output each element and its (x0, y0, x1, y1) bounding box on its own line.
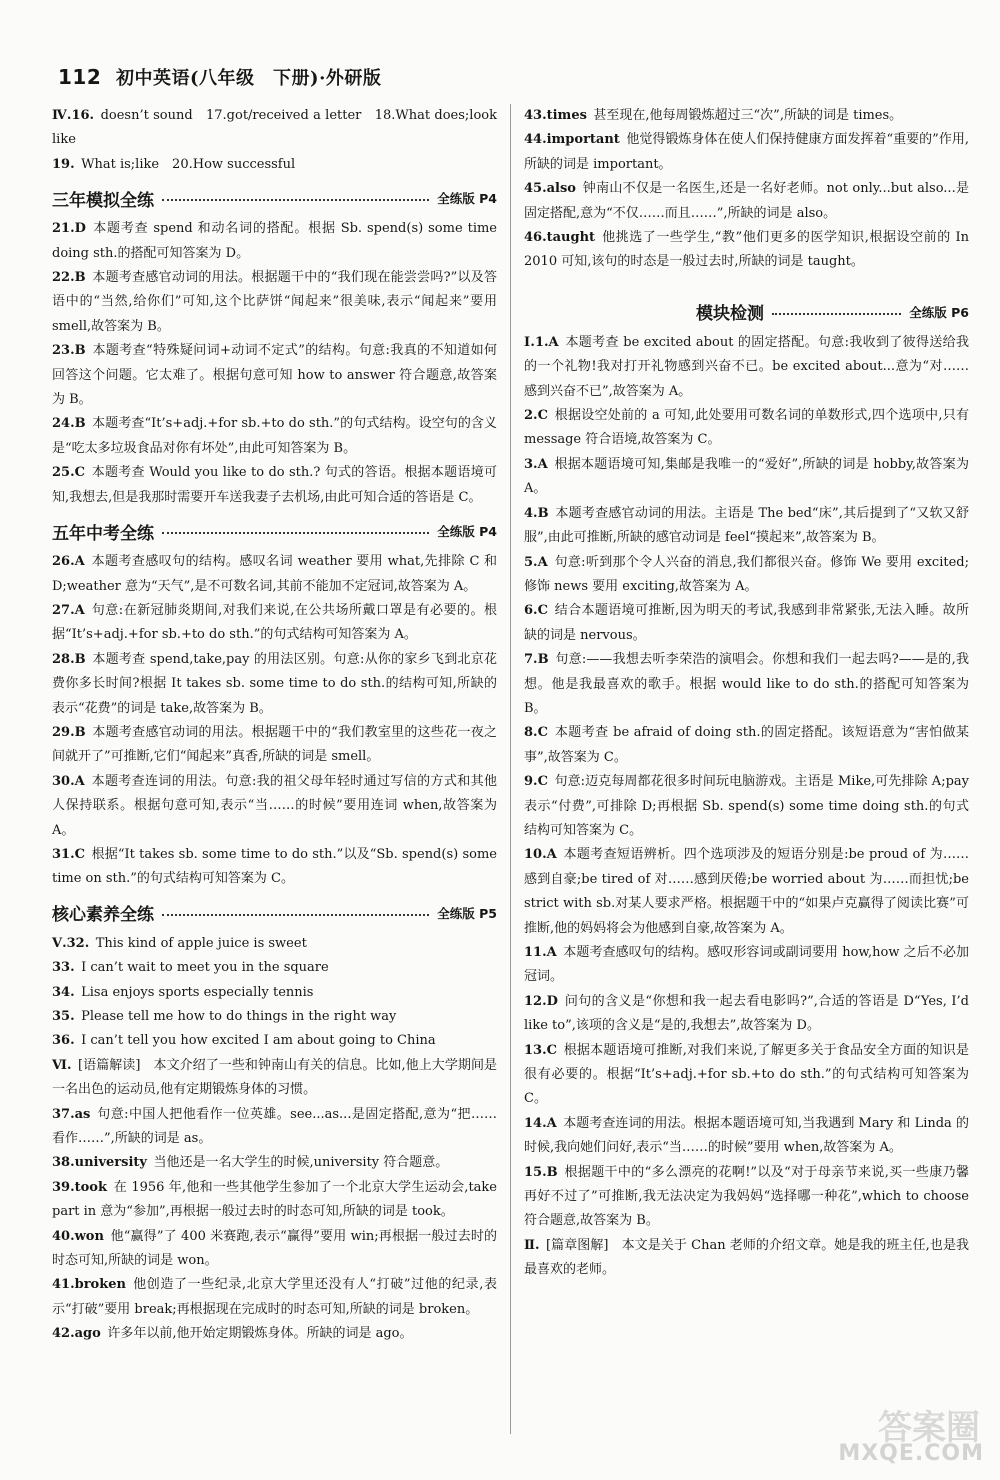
answer-item (52, 339, 497, 412)
answer-explanation: 本题考查 Would you like to do sth.? 句式的答语。根据本题语境可知,我想去,但是我那时需要开车送我妻子去机场,由此可知合适的答语是 C。 (52, 465, 497, 505)
answer-item (524, 177, 969, 226)
answer-item (52, 1151, 497, 1175)
page-header (58, 64, 381, 90)
section-dotted-leader (162, 199, 429, 201)
answer-number: 15.B (524, 1164, 558, 1180)
answer-explanation: 本题考查 spend 和动名词的搭配。根据 Sb. spend(s) some time doing sth.的搭配可知答案为 D。 (52, 221, 497, 261)
answer-explanation: 许多年以前,他开始定期锻炼身体。所缺的词是 ago。 (107, 1326, 413, 1342)
answer-number: 34. (52, 984, 75, 1000)
section-title: 核心素养全练 (52, 905, 154, 926)
answer-explanation: 本题考查“特殊疑问词+动词不定式”的结构。句意:我真的不知道如何回答这个问题。它太难了。根据句意可知 how to answer 符合题意,故答案为 B。 (52, 343, 497, 408)
answer-item (52, 770, 497, 843)
answer-item (52, 648, 497, 721)
answer-number: 11.A (524, 945, 557, 960)
answer-item (52, 1029, 497, 1053)
answer-item (52, 1103, 497, 1152)
answer-number: 10.A (524, 847, 557, 863)
answer-explanation: 他挑选了一些学生,“教”他们更多的医学知识,根据设空前的 In 2010 可知,该句的时态是一般过去时,所缺的词是 taught。 (524, 230, 969, 270)
answer-item (524, 551, 969, 600)
answer-number: 25.C (52, 465, 85, 481)
answer-number: 42.ago (52, 1326, 101, 1342)
answer-number: 37.as (52, 1106, 91, 1122)
answer-explanation: Please tell me how to do things in the right way (81, 1009, 397, 1024)
answer-number: 39.took (52, 1179, 107, 1195)
answer-explanation: [语篇解读] 本文介绍了一些和钟南山有关的信息。比如,他上大学期间是一名出色的运动员,他有定期锻炼身体的习惯。 (52, 1057, 497, 1098)
answer-number: 7.B (524, 652, 549, 668)
answer-item (52, 1225, 497, 1274)
answer-number: 2.C (524, 408, 548, 424)
book-title: 初中英语(八年级 下册)·外研版 (116, 68, 382, 89)
answer-item (52, 956, 497, 980)
answer-item (524, 104, 969, 128)
answer-item (524, 404, 969, 453)
left-column (52, 104, 497, 1347)
answer-explanation: 根据本题语境可推断,对我们来说,了解更多关于食品安全方面的知识是很有必要的。根据“It’s+adj.+for sb.+to do sth.”的句式结构可知答案为 C。 (524, 1042, 969, 1107)
answer-item (52, 599, 497, 648)
answer-explanation: 根据题干中的“多么漂亮的花啊!”以及“对于母亲节来说,买一些康乃馨再好不过了”可推断,我无法决定为我妈妈“选择哪一种花”,which to choose 符合题意,故答案为 B。 (524, 1164, 969, 1229)
answer-item (52, 217, 497, 266)
section-header (52, 896, 497, 930)
answer-number: 8.C (524, 725, 548, 741)
answer-item (52, 550, 497, 599)
answer-explanation: 根据本题语境可知,集邮是我唯一的“爱好”,所缺的词是 hobby,故答案为 A。 (524, 456, 969, 497)
answer-item (524, 599, 969, 648)
answer-item (524, 941, 969, 990)
answer-item (524, 331, 969, 404)
answer-item (524, 1234, 969, 1283)
answer-explanation: 句意:中国人把他看作一位英雄。see...as...是固定搭配,意为“把……看作……”,所缺的词是 as。 (52, 1106, 497, 1147)
answer-number: 3.A (524, 456, 548, 472)
answer-number: 45.also (524, 181, 576, 197)
answer-explanation: This kind of apple juice is sweet (95, 935, 307, 951)
answer-item (52, 412, 497, 461)
answer-number: 43.times (524, 108, 587, 123)
answer-item (524, 453, 969, 502)
answer-number: 6.C (524, 603, 548, 619)
answer-number: 28.B (52, 651, 86, 667)
answer-explanation: doesn’t sound 17.got/received a letter 18.What does;look like (52, 108, 497, 148)
answer-item (52, 1176, 497, 1225)
answer-item (524, 502, 969, 551)
section-spacer (524, 275, 969, 291)
answer-item (524, 1161, 969, 1234)
answer-explanation: [篇章图解] 本文是关于 Chan 老师的介绍文章。她是我的班主任,也是我最喜欢的老师。 (524, 1237, 969, 1278)
answer-explanation: What is;like 20.How successful (81, 156, 296, 172)
answer-number: 9.C (524, 774, 548, 790)
section-title: 三年模拟全练 (52, 190, 154, 211)
watermark-url-text: MXQE.COM (838, 1441, 984, 1466)
answer-item (52, 153, 497, 177)
answer-explanation: 根据设空处前的 a 可知,此处要用可数名词的单数形式,四个选项中,只有 message 符合语境,故答案为 C。 (524, 408, 969, 448)
answer-explanation: Lisa enjoys sports especially tennis (81, 984, 314, 1000)
answer-number: 22.B (52, 270, 86, 286)
answer-item (52, 461, 497, 510)
answer-number: 46.taught (524, 230, 596, 246)
answer-item (52, 1005, 497, 1029)
answer-number: Ⅴ.32. (52, 935, 90, 951)
answer-item (52, 104, 497, 153)
answer-item (524, 843, 969, 941)
answer-explanation: 问句的含义是“你想和我一起去看电影吗?”,合适的答语是 D“Yes, I’d like to”,该项的含义是“是的,我想去”,故答案为 D。 (524, 993, 969, 1034)
answer-number: 5.A (524, 554, 548, 570)
section-title: 模块检测 (696, 304, 764, 325)
section-page-ref: 全练版 P6 (909, 304, 969, 320)
answer-number: 26.A (52, 554, 85, 570)
answer-item (52, 981, 497, 1005)
answer-explanation: I can’t tell you how excited I am about going to China (81, 1033, 436, 1049)
answer-item (52, 1054, 497, 1103)
answer-explanation: 在 1956 年,他和一些其他学生参加了一个北京大学生运动会,take part in 意为“参加”,再根据一般过去时的时态可知,所缺的词是 took。 (52, 1179, 497, 1220)
answer-item (524, 128, 969, 177)
answer-explanation: 句意:听到那个令人兴奋的消息,我们都很兴奋。修饰 We 要用 excited;修饰 news 要用 exciting,故答案为 A。 (524, 554, 969, 594)
answer-number: 4.B (524, 505, 549, 521)
answer-explanation: 本题考查 be afraid of doing sth.的固定搭配。该短语意为“害怕做某事”,故答案为 C。 (524, 725, 969, 765)
answer-explanation: 当他还是一名大学生的时候,university 符合题意。 (153, 1155, 449, 1171)
answer-explanation: 本题考查感叹句的结构。感叹名词 weather 要用 what,先排除 C 和 D;weather 意为“天气”,是不可数名词,其前不能加不定冠词,故答案为 A。 (52, 554, 497, 594)
section-page-ref: 全练版 P5 (437, 905, 497, 921)
answer-explanation: 本题考查 be excited about 的固定搭配。句意:我收到了彼得送给我的一个礼物!我对打开礼物感到兴奋不已。be excited about...意为“对……感到兴奋不已”,故答案为 A。 (524, 334, 970, 399)
section-page-ref: 全练版 P4 (437, 524, 497, 540)
section-dotted-leader (162, 914, 429, 916)
answer-explanation: 甚至现在,他每周锻炼超过三“次”,所缺的词是 times。 (593, 108, 903, 123)
answer-explanation: 本题考查连词的用法。根据本题语境可知,当我遇到 Mary 和 Linda 的时候,我向她们问好,表示“当……的时候”要用 when,故答案为 A。 (524, 1115, 969, 1156)
answer-explanation: 他“赢得”了 400 米赛跑,表示“赢得”要用 win;再根据一般过去时的时态可知,所缺的词是 won。 (52, 1228, 497, 1269)
answer-number: 19. (52, 156, 75, 172)
section-header (524, 295, 969, 329)
answer-explanation: I can’t wait to meet you in the square (81, 960, 329, 976)
section-page-ref: 全练版 P4 (437, 191, 497, 207)
answer-number: 30.A (52, 773, 85, 789)
watermark-big-text: 答案圈 (878, 1408, 980, 1448)
answer-number: 23.B (52, 343, 86, 359)
answer-explanation: 本题考查感叹句的结构。感叹形容词或副词要用 how,how 之后不必加冠词。 (524, 945, 969, 985)
answer-explanation: 句意:——我想去听李荣浩的演唱会。你想和我们一起去吗?——是的,我想。他是我最喜欢的歌手。根据 would like to do sth.的搭配可知答案为 B。 (524, 652, 969, 716)
answer-explanation: 本题考查连词的用法。句意:我的祖父母年轻时通过写信的方式和其他人保持联系。根据句意可知,表示“当……的时候”要用连词 when,故答案为 A。 (52, 773, 497, 838)
answer-item (524, 990, 969, 1039)
answer-item (524, 1039, 969, 1112)
section-dotted-leader (162, 532, 429, 534)
answer-explanation: 他觉得锻炼身体在使人们保持健康方面发挥着“重要的”作用,所缺的词是 important。 (524, 132, 969, 172)
answer-explanation: 本题考查 spend,take,pay 的用法区别。句意:从你的家乡飞到北京花费你多长时间?根据 It takes sb. some time to do sth.的结构可知,所缺的表示“花费”的词是 take,故答案为 B。 (52, 651, 497, 716)
answer-item (52, 1273, 497, 1322)
answer-number: 35. (52, 1009, 75, 1024)
answer-number: Ⅱ. (524, 1237, 540, 1253)
watermark-logo (814, 1400, 984, 1470)
section-title: 五年中考全练 (52, 523, 154, 544)
answer-number: Ⅰ.1.A (524, 334, 559, 350)
answer-explanation: 本题考查短语辨析。四个选项涉及的短语分别是:be proud of 为……感到自豪;be tired of 对……感到厌倦;be worried about 为……而担忧;be strict with sb.对某人要求严格。根据题干中的“如果卢克赢得了阅读比赛”可推断,他的妈妈将会为他感到自豪,故答案为 A。 (524, 847, 969, 936)
answer-explanation: 句意:迈克每周都花很多时间玩电脑游戏。主语是 Mike,可先排除 A;pay 表示“付费”,可排除 D;再根据 Sb. spend(s) some time doing sth.的句式结构可知答案为 C。 (524, 774, 969, 838)
answer-explanation: 结合本题语境可推断,因为明天的考试,我感到非常紧张,无法入睡。故所缺的词是 nervous。 (524, 603, 969, 643)
answer-number: Ⅳ.16. (52, 108, 95, 123)
answer-number: 36. (52, 1033, 75, 1049)
answer-number: 38.university (52, 1155, 147, 1171)
answer-item (524, 770, 969, 843)
answer-explanation: 本题考查“It’s+adj.+for sb.+to do sth.”的句式结构。设空句的含义是“吃太多垃圾食品对你有坏处”,由此可知答案为 B。 (52, 416, 497, 456)
answer-explanation: 句意:在新冠肺炎期间,对我们来说,在公共场所戴口罩是有必要的。根据“It’s+adj.+for sb.+to do sth.”的句式结构可知答案为 A。 (52, 602, 497, 643)
section-header (52, 514, 497, 548)
answer-number: 29.B (52, 724, 86, 740)
answer-number: 12.D (524, 993, 558, 1009)
answer-item (524, 721, 969, 770)
answer-explanation: 本题考查感官动词的用法。根据题干中的“我们教室里的这些花一夜之间就开了”可推断,它们“闻起来”真香,所缺的词是 smell。 (52, 724, 497, 765)
column-divider (510, 104, 511, 1434)
answer-number: 40.won (52, 1228, 104, 1244)
answer-number: 27.A (52, 602, 85, 618)
answer-item (524, 648, 969, 721)
answer-item (524, 1112, 969, 1161)
answer-explanation: 钟南山不仅是一名医生,还是一名好老师。not only...but also...是固定搭配,意为“不仅……而且……”,所缺的词是 also。 (524, 181, 969, 221)
answer-item (524, 226, 969, 275)
answer-number: 21.D (52, 221, 86, 237)
answer-item (52, 843, 497, 892)
answer-item (52, 266, 497, 339)
section-header (52, 181, 497, 215)
page-number: 112 (58, 65, 102, 89)
answer-explanation: 本题考查感官动词的用法。主语是 The bed“床”,其后提到了“又软又舒服”,由此可推断,所缺的感官动词是 feel“摸起来”,故答案为 B。 (524, 505, 969, 546)
answer-number: 44.important (524, 132, 620, 148)
answer-item (52, 721, 497, 770)
answer-number: 24.B (52, 416, 86, 432)
answer-number: 13.C (524, 1042, 557, 1058)
answer-item (52, 1322, 497, 1346)
section-dotted-leader (772, 313, 901, 315)
answer-explanation: 本题考查感官动词的用法。根据题干中的“我们现在能尝尝吗?”以及答语中的“当然,给你们”可知,这个比萨饼“闻起来”很美味,表示“闻起来”要用 smell,故答案为 B。 (52, 270, 497, 334)
answer-item (52, 932, 497, 956)
answer-number: 33. (52, 960, 75, 976)
answer-number: Ⅵ. (52, 1057, 72, 1073)
answer-number: 14.A (524, 1115, 557, 1131)
answer-number: 41.broken (52, 1277, 126, 1293)
answer-explanation: 他创造了一些纪录,北京大学里还没有人“打破”过他的纪录,表示“打破”要用 break;再根据现在完成时的时态可知,所缺的词是 broken。 (52, 1277, 497, 1317)
answer-explanation: 根据“It takes sb. some time to do sth.”以及“Sb. spend(s) some time on sth.”的句式结构可知答案为 C。 (52, 846, 497, 887)
right-column (524, 104, 969, 1283)
answer-number: 31.C (52, 846, 85, 862)
